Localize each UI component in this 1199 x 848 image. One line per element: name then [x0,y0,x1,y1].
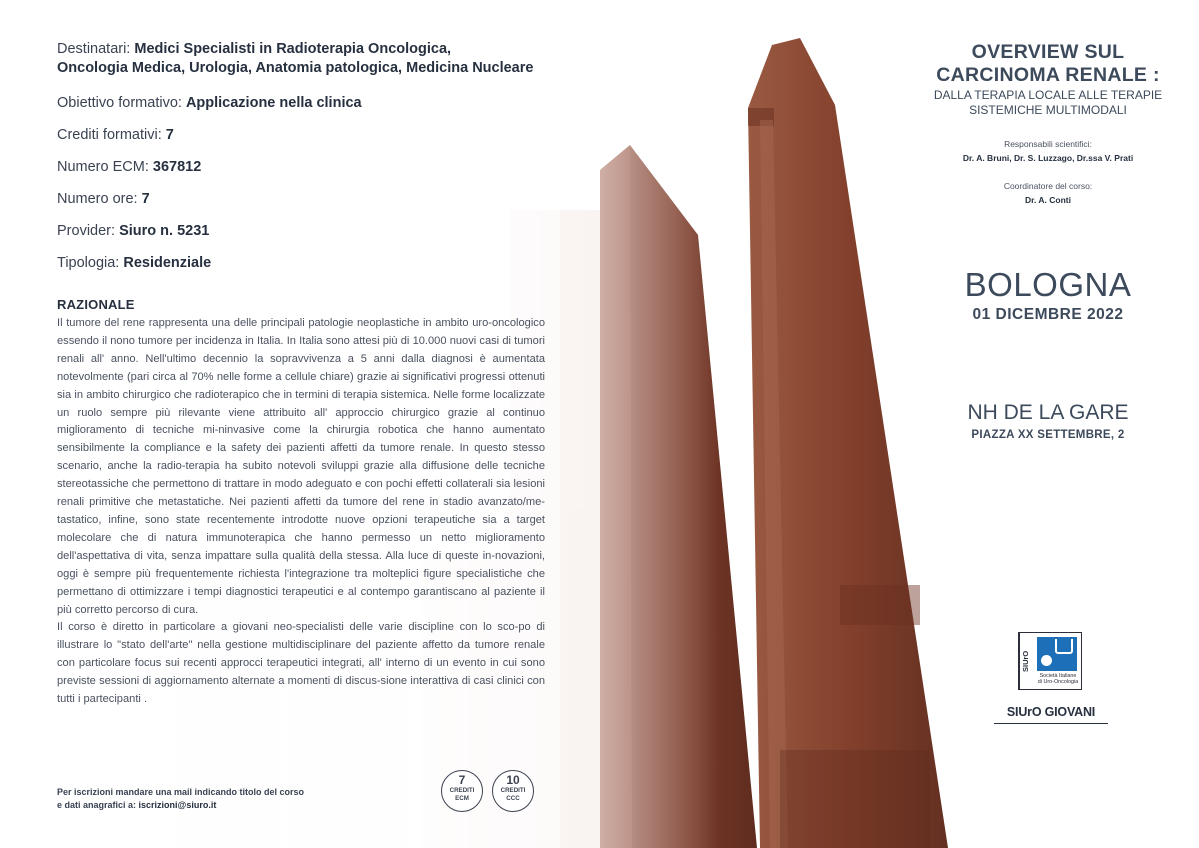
badge-line-1: CREDITI [500,787,526,794]
logo-square-shape [1055,639,1073,654]
crediti-value: 7 [165,127,174,143]
destinatari-value-2: Oncologia Medica, Urologia, Anatomia patologica, Medicina Nucleare [57,60,534,76]
badge-line-1: CREDITI [449,787,475,794]
event-date: 01 DICEMBRE 2022 [972,306,1124,323]
destinatari-row [57,40,545,78]
logo-subtitle [1034,673,1082,685]
event-title-line-1: OVERVIEW SUL [971,41,1125,63]
siuro-giovani-brand: SIUrO GIOVANI [1006,705,1096,719]
destinatari-label: Destinatari: [57,41,135,57]
ore-row [57,190,545,209]
event-title-line-2: CARCINOMA RENALE : [936,64,1160,86]
obiettivo-value: Applicazione nella clinica [185,95,362,111]
razionale-paragraph-2: Il corso è diretto in particolare a giovani neo-specialisti delle varie discipline con lo sco-po di illustrare lo "stato dell'arte" nella gestione multidisciplinare del paziente affetto da tumore renale con particolare focus sui recenti approcci terapeutici integrati, all' interno di un evento in cui sono previste sessioni di aggiornamento alternate a momenti di discus-sione interattiva di casi clinici con tutti i partecipanti . [57,621,545,706]
obiettivo-row [57,94,545,113]
provider-row [57,222,545,241]
iscrizioni-note [57,786,327,811]
razionale-paragraph-1: Il tumore del rene rappresenta una delle principali patologie neoplastiche in ambito uro-oncologico essendo il nono tumore per incidenza in Italia. In Italia sono attesi più di 10.000 nuovi casi di tumori renali all' anno. Nell'ultimo decennio la sopravvivenza a 5 anni dalla diagnosi è aumentata notevolmente (pari circa al 70% nelle forme a cellule chiare) grazie ai significativi progressi ottenuti sia in ambito chirurgico che radioterapico che in termini di terapia sistemica. Nelle forme localizzate un ruolo sempre più rilevante viene attribuito all' approccio chirurgico grazie al continuo miglioramento di tecniche mi-ninvasive come la chirurgia robotica che hanno aumentato sensibilmente la compliance e la safety dei pazienti affetti da tumore renale. In questo stesso scenario, anche la radio-terapia ha subito notevoli sviluppi grazie alla diffusione delle tecniche stereotassiche che permettono di trattare in modo adeguato e con pochi effetti collaterali sia lesioni renali primitive che metastatiche. Nei pazienti affetti da tumore del rene in stadio avanzato/me-tastatico, infine, sono state recentemente introdotte nuove opzioni terapeutiche sia a target molecolare che di natura immunoterapica che hanno permesso un netto miglioramento dell'aspettativa di vita, senza impattare sulla qualità della stessa. Alla luce di queste in-novazioni, oggi è sempre più frequentemente richiesta l'integrazione tra molteplici figure specialistiche che permettano di ottimizzare i tempi diagnostici terapeutici e al contempo garantiscano al paziente il più corretto percorso di cura. [57,317,545,616]
badge-crediti-ecm [441,770,483,812]
crediti-row [57,126,545,145]
coordinatore-label: Coordinatore del corso: [1003,181,1093,191]
provider-value: Siuro n. 5231 [119,223,210,239]
iscrizioni-email-link[interactable]: iscrizioni@siuro.it [138,799,217,810]
course-info [57,40,545,286]
logo-sub-line-1: Società Italiane [1039,673,1077,679]
obiettivo-label: Obiettivo formativo: [57,95,186,111]
event-venue: NH DE LA GARE [967,401,1129,424]
razionale-text [57,315,545,709]
coordinatore-name: Dr. A. Conti [1025,195,1071,205]
event-subtitle-line-2: SISTEMICHE MULTIMODALI [969,102,1127,117]
event-title [918,41,1178,87]
responsabili-names: Dr. A. Bruni, Dr. S. Luzzago, Dr.ssa V. Prati [962,153,1134,163]
provider-label: Provider: [57,223,120,239]
ecm-row [57,158,545,177]
ecm-value: 367812 [152,159,202,175]
badge-line-2: ECM [455,794,469,802]
badge-crediti-ccc [492,770,534,812]
logo-sub-line-2: di Uro-Oncologia [1037,679,1079,685]
ore-label: Numero ore: [57,191,142,207]
razionale-title: RAZIONALE [57,297,135,312]
badge-number: 10 [506,773,520,787]
siuro-logo-icon [1018,632,1082,690]
tipologia-label: Tipologia: [57,255,124,271]
event-city: BOLOGNA [964,266,1132,303]
event-subtitle-line-1: DALLA TERAPIA LOCALE ALLE TERAPIE [933,88,1163,102]
badge-number: 7 [458,773,466,787]
ore-value: 7 [141,191,150,207]
destinatari-value-1: Medici Specialisti in Radioterapia Oncologica, [134,41,452,57]
responsabili-label: Responsabili scientifici: [1004,139,1092,149]
tipologia-row [57,254,545,273]
event-subtitle [918,88,1178,117]
brand-underline [994,723,1108,724]
badge-line-2: CCC [506,794,520,802]
iscrizioni-line-1: Per iscrizioni mandare una mail indicando titolo del corso [57,787,305,797]
ecm-label: Numero ECM: [57,159,153,175]
logo-dot-shape [1041,655,1052,666]
iscrizioni-line-2: e dati anagrafici a: [57,799,139,810]
crediti-label: Crediti formativi: [57,127,166,143]
logo-side-text: SIUrO [1019,633,1033,690]
tipologia-value: Residenziale [123,255,212,271]
event-address: PIAZZA XX SETTEMBRE, 2 [971,429,1125,441]
